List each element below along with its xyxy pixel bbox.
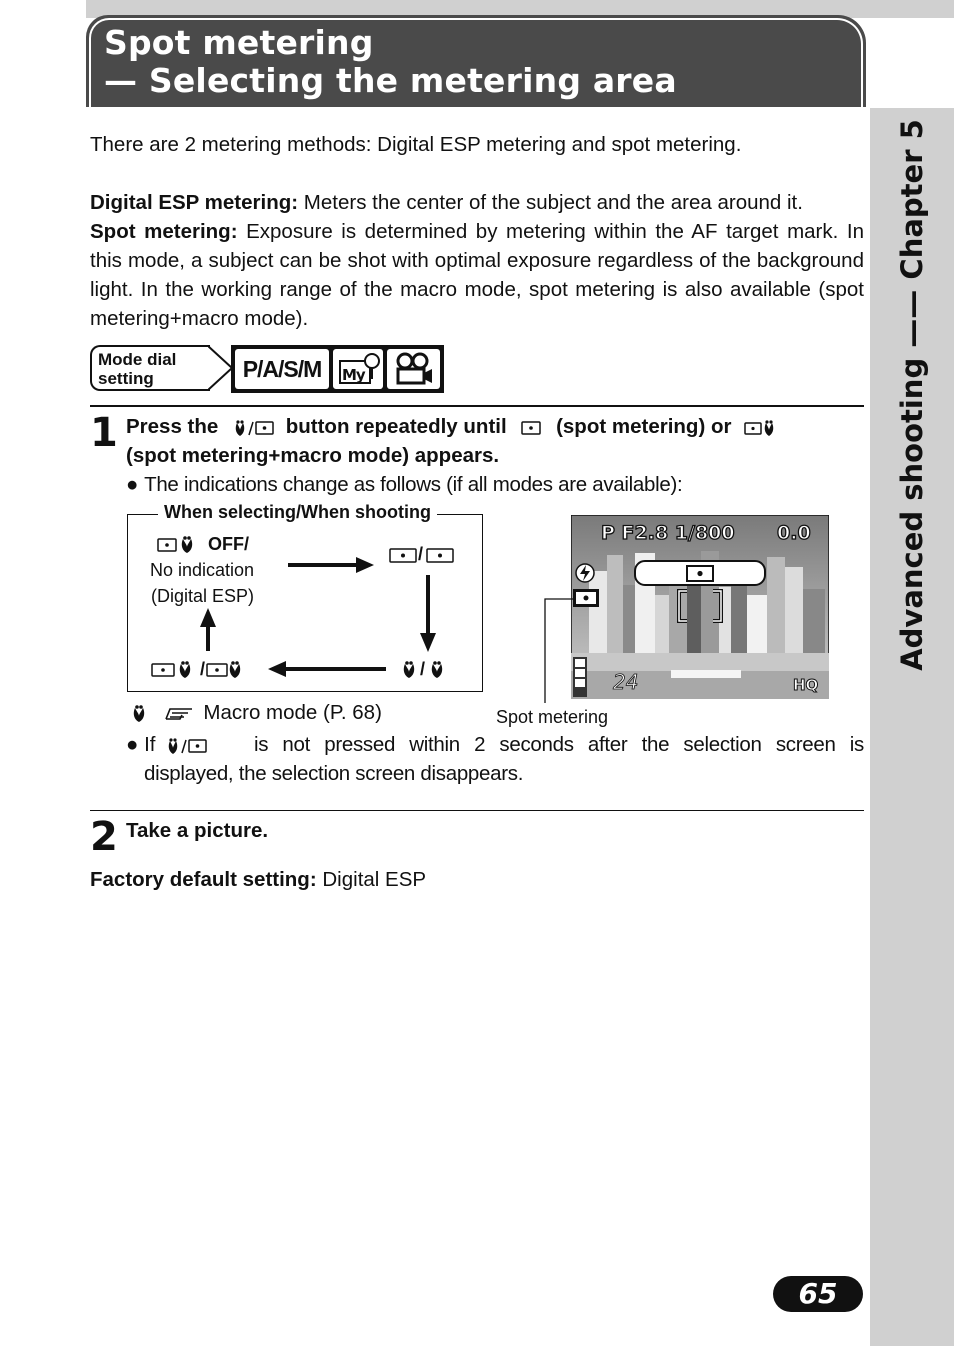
state-no-indication: No indication	[150, 560, 255, 580]
definition-esp-term: Digital ESP metering:	[90, 191, 299, 214]
page-number: 65	[773, 1276, 863, 1312]
step1-instruction-line1	[126, 412, 866, 441]
chapter-label: Advanced shooting —— Chapter 5	[895, 119, 929, 671]
state-off-label: OFF/	[208, 534, 249, 554]
intro-text: There are 2 metering methods: Digital ESP metering and spot metering.	[90, 133, 742, 156]
factory-default-value: Digital ESP	[322, 868, 427, 891]
spot-selection-box	[635, 561, 765, 585]
definition-spot	[90, 217, 864, 333]
screen-exposure: 0.0	[777, 522, 811, 544]
step1-number: 1	[90, 410, 118, 456]
arrow-icon	[420, 575, 436, 652]
title-line-1: Spot metering	[104, 23, 374, 62]
definition-esp-text: Meters the center of the subject and the area around it.	[303, 191, 803, 214]
mode-dial-label-line1: Mode dial	[98, 350, 177, 369]
mode-pasm: P/A/S/M	[235, 349, 329, 389]
step1-text-c: (spot metering) or	[556, 415, 732, 438]
mode-dial-label	[90, 345, 210, 391]
camera-screen-preview	[571, 515, 829, 699]
state-digital-esp: (Digital ESP)	[151, 586, 255, 606]
diagram-title: When selecting/When shooting	[158, 501, 437, 523]
step1-bullet-text: The indications change as follows (if all modes are available):	[144, 473, 683, 496]
step1-note: is not pressed within 2 seconds after the selection screen is displayed, the selection screen disappears.	[144, 733, 864, 785]
diagram-arrows	[128, 515, 482, 691]
macro-reference-text: Macro mode (P. 68)	[203, 701, 382, 724]
spot-callout-line	[540, 595, 574, 707]
svg-text:My: My	[342, 366, 365, 384]
state-spot-macro-slash: /	[200, 659, 206, 679]
macro-reference	[128, 698, 382, 727]
arrow-icon	[288, 557, 374, 573]
step1-text-b: button repeatedly until	[285, 415, 507, 438]
flash-icon	[576, 564, 594, 582]
bullet-dot: ●	[126, 473, 139, 496]
step2-number: 2	[90, 814, 118, 860]
step1-bullet	[126, 470, 682, 499]
definition-esp	[90, 188, 864, 217]
spot-callout-label: Spot metering	[496, 707, 609, 727]
definition-spot-text: Exposure is determined by metering within the AF target mark. In this mode, a subject can be shot with optimal exposure regardless of the background light. In the working range of the macro mode, spot metering is also available (spot metering+macro mode).	[90, 220, 864, 330]
step1-divider	[90, 405, 864, 407]
screen-frames: 24	[613, 670, 639, 694]
spot-macro-icon	[737, 417, 781, 439]
state-macro-slash: /	[420, 659, 426, 679]
title-banner	[86, 15, 866, 107]
mode-dial-modes	[231, 345, 444, 393]
screen-readout: P F2.8 1/800	[601, 522, 735, 544]
note-text-a: If	[144, 733, 156, 756]
title-line-2: — Selecting the metering area	[104, 61, 677, 100]
spot-icon	[573, 589, 599, 607]
state-spot-slash: /	[418, 544, 424, 564]
reference-hand-icon	[158, 703, 198, 725]
memory-gauge	[573, 657, 587, 697]
macro-spot-button-icon	[224, 417, 280, 439]
factory-default-term: Factory default setting:	[90, 868, 317, 891]
step2-divider	[90, 810, 864, 811]
bullet-dot: ●	[126, 733, 139, 756]
step1-instruction-line2: (spot metering+macro mode) appears.	[126, 444, 500, 467]
movie-icon	[387, 349, 440, 389]
metering-state-diagram	[127, 502, 483, 692]
macro-icon	[128, 703, 152, 725]
arrow-icon	[200, 608, 216, 651]
arrow-icon	[268, 661, 386, 677]
screen-quality: HQ	[793, 676, 819, 694]
spot-icon	[512, 417, 550, 439]
factory-default	[90, 865, 426, 894]
mode-dial-label-line2: setting	[98, 369, 154, 388]
step2-instruction: Take a picture.	[126, 819, 269, 842]
step1-text-a: Press the	[126, 415, 219, 438]
my-mode-icon	[333, 349, 383, 389]
definition-spot-term: Spot metering:	[90, 220, 238, 243]
